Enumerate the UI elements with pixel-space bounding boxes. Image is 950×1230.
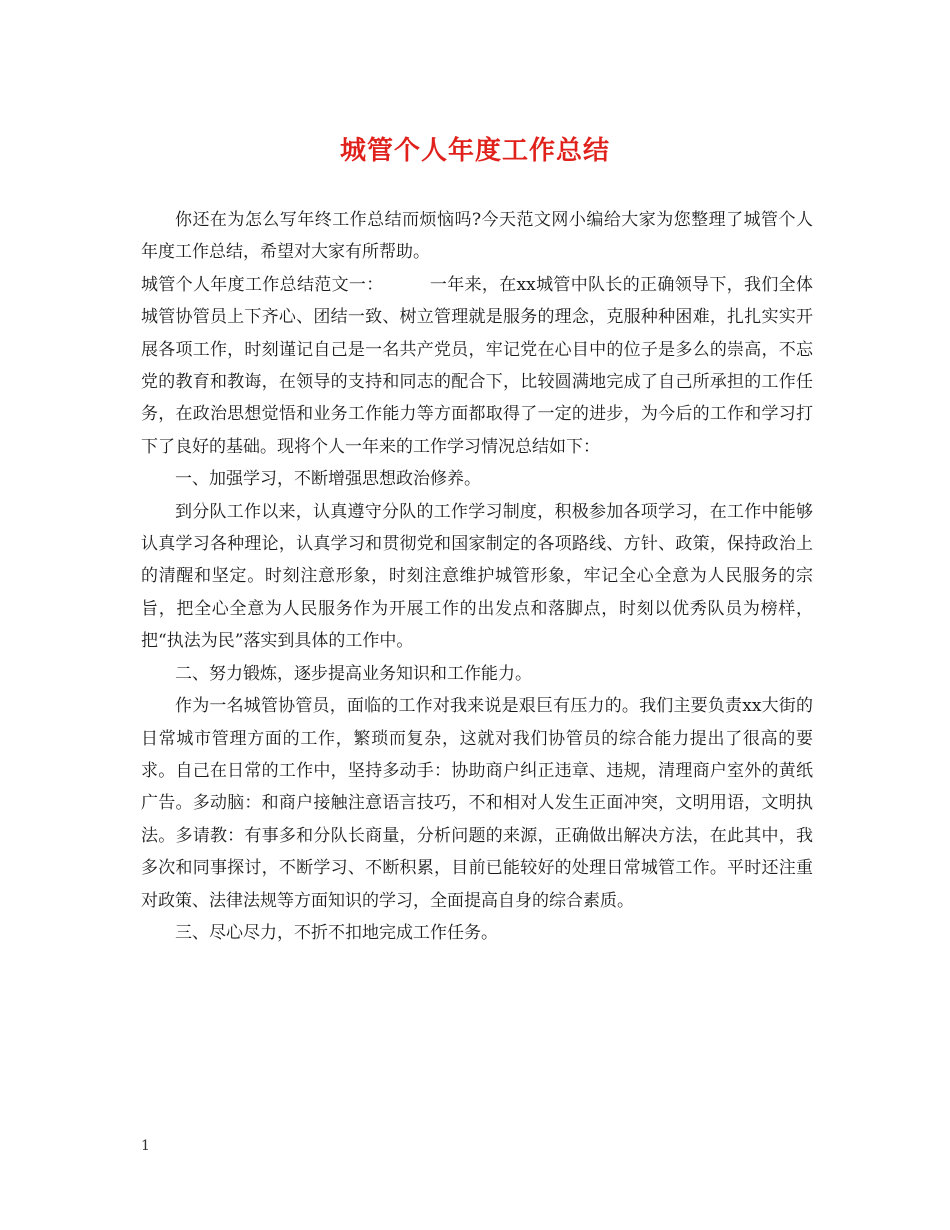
sample-paragraph bbox=[141, 269, 813, 463]
section-body-2: 作为一名城管协管员，面临的工作对我来说是艰巨有压力的。我们主要负责xx大街的日常城市管理方面的工作，繁琐而复杂，这就对我们协管员的综合能力提出了很高的要求。自己在日常的工作中，坚持多动手：协助商户纠正违章、违规，清理商户室外的黄纸广告。多动脑：和商户接触注意语言技巧，不和相对人发生正面冲突，文明用语，文明执法。多请教：有事多和分队长商量，分析问题的来源，正确做出解决方法，在此其中，我多次和同事探讨，不断学习、不断积累，目前已能较好的处理日常城管工作。平时还注重对政策、法律法规等方面知识的学习，全面提高自身的综合素质。 bbox=[141, 696, 813, 911]
intro-paragraph: 你还在为怎么写年终工作总结而烦恼吗?今天范文网小编给大家为您整理了城管个人年度工作总结，希望对大家有所帮助。 bbox=[141, 210, 813, 263]
document-body bbox=[141, 204, 813, 949]
sample-body: 一年来，在xx城管中队长的正确领导下，我们全体城管协管员上下齐心、团结一致、树立管理就是服务的理念，克服种种困难，扎扎实实开展各项工作，时刻谨记自己是一名共产党员，牢记党在心目中的位子是多么的崇高，不忘党的教育和教诲，在领导的支持和同志的配合下，比较圆满地完成了自己所承担的工作任务，在政治思想觉悟和业务工作能力等方面都取得了一定的进步，为今后的工作和学习打下了良好的基础。现将个人一年来的工作学习情况总结如下： bbox=[141, 274, 813, 457]
section-heading-3: 三、尽心尽力，不折不扣地完成工作任务。 bbox=[175, 922, 498, 943]
section-heading-1: 一、加强学习，不断增强思想政治修养。 bbox=[175, 469, 481, 490]
section-body-1: 到分队工作以来，认真遵守分队的工作学习制度，积极参加各项学习，在工作中能够认真学习各种理论，认真学习和贯彻党和国家制定的各项路线、方针、政策，保持政治上的清醒和坚定。时刻注意形象，时刻注意维护城管形象，牢记全心全意为人民服务的宗旨，把全心全意为人民服务作为开展工作的出发点和落脚点，时刻以优秀队员为榜样，把“执法为民”落实到具体的工作中。 bbox=[141, 501, 813, 652]
document-title: 城管个人年度工作总结 bbox=[339, 136, 610, 166]
section-heading-2: 二、努力锻炼，逐步提高业务知识和工作能力。 bbox=[175, 663, 532, 684]
sample-label: 城管个人年度工作总结范文一： bbox=[141, 274, 384, 295]
page-number: 1 bbox=[141, 1138, 150, 1154]
